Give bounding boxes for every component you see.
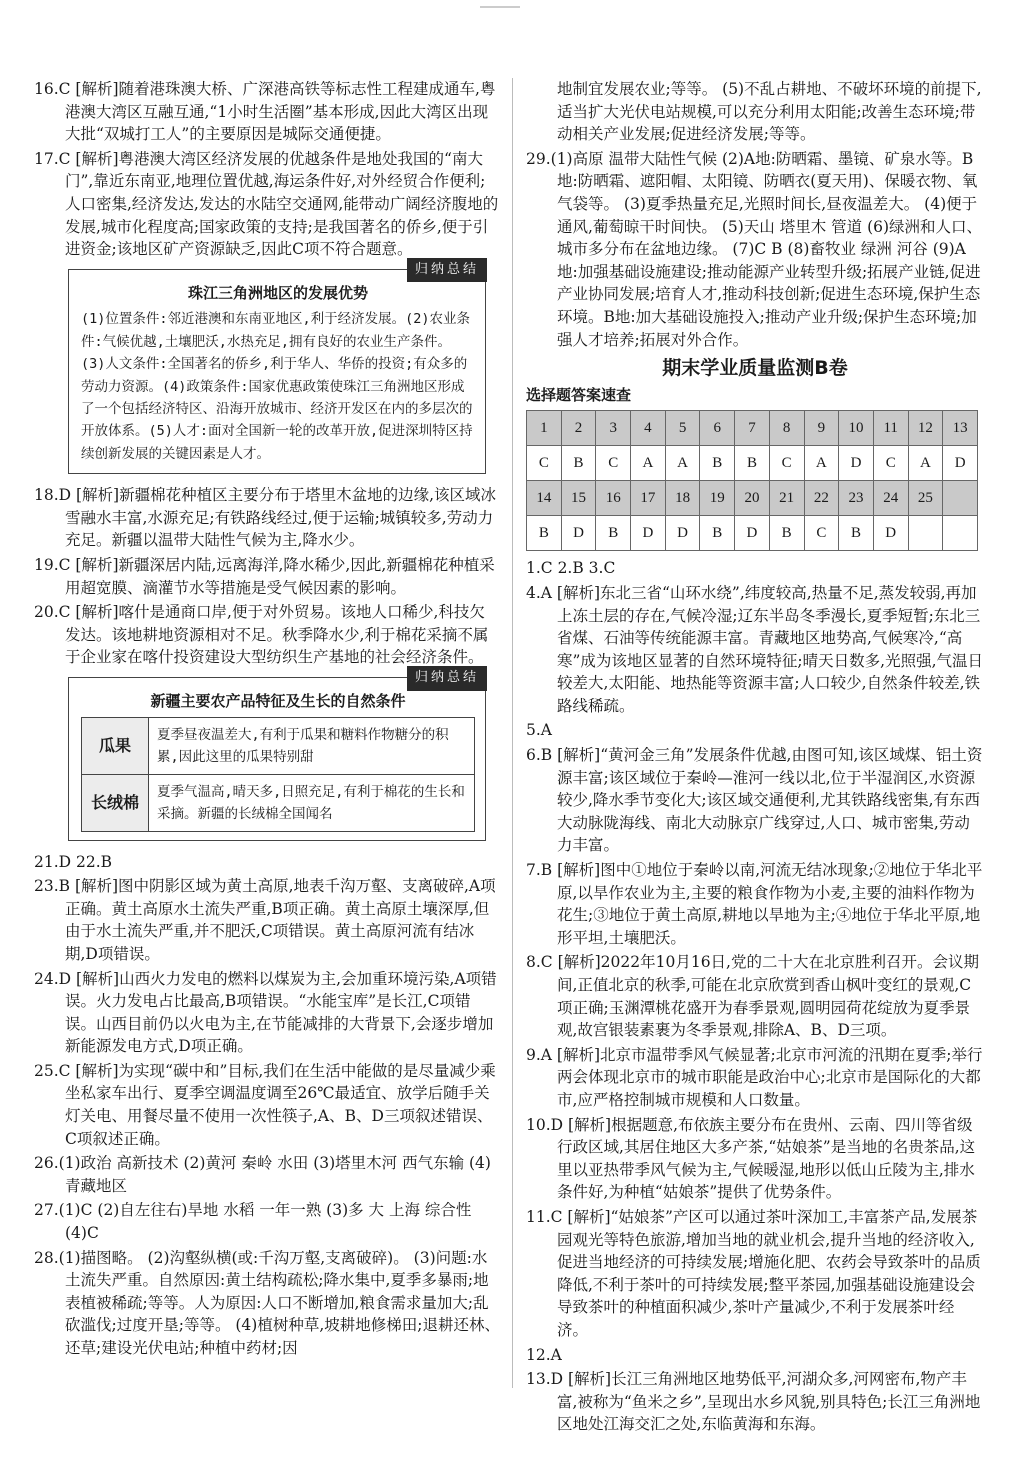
question-number: 11 [873, 411, 908, 446]
answer-29: 29.(1)高原 温带大陆性气候 (2)A地:防晒霜、墨镜、矿泉水等。B地:防晒霜、遮阳帽、太阳镜、防晒衣(夏天用)、保暖衣物、氧气袋等。 (3)夏季热量充足,光照时间长,昼夜温差大。 (4)便于通风,葡萄晾干时间快。 (5)天山 塔里木 管道 (6)绿洲和人口、城市多分布在盆地边缘。 (7)C B (8)畜牧业 绿洲 河谷 (9)A地:加强基础设施建设;推动能源产业转型升级;拓展产业链,促进产业协同发展;培育人才,推动科技创新;促进生态环境,保护生态环境。B地:加大基础设施投入;推动产业升级;保护生态环境;加强人才培养;拓展对外合作。 [526, 149, 983, 349]
question-number: 19 [700, 481, 735, 516]
right-column [526, 78, 984, 1438]
answer-letter: A [804, 446, 839, 481]
answer-24: 24.D [解析]山西火力发电的燃料以煤炭为主,会加重环境污染,A项错误。火力发电占比最高,B项错误。“水能宝库”是长江,C项错误。山西目前仍以火电为主,在节能减排的大背景下,会逐步增加新能源发电方式,D项正确。 [34, 969, 497, 1056]
table-row [527, 481, 978, 516]
answer-letter: B [561, 446, 596, 481]
answer-letter: D [873, 516, 908, 551]
question-number: 10 [839, 411, 874, 446]
answer-letter [943, 516, 978, 551]
question-number: 4 [631, 411, 666, 446]
table-row [82, 717, 475, 774]
answer-19: 19.C [解析]新疆深居内陆,远离海洋,降水稀少,因此,新疆棉花种植采用超宽膜、滴灌节水等措施是受气候因素的影响。 [34, 555, 495, 597]
answer-1-3: 1.C 2.B 3.C [526, 559, 616, 578]
answer-letter: B [527, 516, 562, 551]
question-number: 6 [700, 411, 735, 446]
question-number: 17 [631, 481, 666, 516]
left-column [34, 78, 500, 1362]
question-number: 2 [561, 411, 596, 446]
exam-title: 期末学业质量监测B卷 [662, 357, 848, 380]
answer-28: 28.(1)描图略。 (2)沟壑纵横(或:千沟万壑,支离破碎)。 (3)问题:水土流失严重。自然原因:黄土结构疏松;降水集中,夏季多暴雨;地表植被稀疏;等等。人为原因:人口不断增加,粮食需求量加大;乱砍滥伐;过度开垦;等等。 (4)植树种草,坡耕地修梯田;退耕还林、还草;建设光伏电站;种植中药材;因 [34, 1248, 500, 1357]
answer-17: 17.C [解析]粤港澳大湾区经济发展的优越条件是地处我国的“南大门”,靠近东南亚,地理位置优越,海运条件好,对外经贸合作便利;人口密集,经济发达,发达的水陆空交通网,能带动广阔经济腹地的发展,城市化程度高;国家政策的支持;是我国著名的侨乡,便于引进资金;该地区矿产资源缺乏,因此C项不符合题意。 [34, 149, 499, 259]
summary-body: (1)位置条件:邻近港澳和东南亚地区,利于经济发展。(2)农业条件:气候优越,土壤肥沃,水热充足,拥有良好的农业生产条件。(3)人文条件:全国著名的侨乡,利于华人、华侨的投资;有众多的劳动力资源。(4)政策条件:国家优惠政策使珠江三角洲地区形成了一个包括经济特区、沿海开放城市、经济开发区在内的多层次的开放体系。(5)人才:面对全国新一轮的改革开放,促进深圳特区持续创新发展的关键因素是人才。 [81, 311, 473, 462]
question-number: 1 [527, 411, 562, 446]
answer-letter: B [596, 516, 631, 551]
answer-21-22: 21.D 22.B [34, 852, 113, 871]
product-description: 夏季气温高,晴天多,日照充足,有利于棉花的生长和采摘。新疆的长绒棉全国闻名 [149, 774, 475, 831]
answer-letter: D [735, 516, 770, 551]
question-number: 9 [804, 411, 839, 446]
summary-box-xinjiang-products [68, 669, 486, 841]
answer-6: 6.B [解析]“黄河金三角”发展条件优越,由图可知,该区域煤、铝土资源丰富;该区域位于秦岭—淮河一线以北,位于半湿润区,水资源较少,降水季节变化大;该区域交通便利,尤其铁路线密集,有东西大动脉陇海线、南北大动脉京广线穿过,人口、城市密集,劳动力丰富。 [526, 746, 983, 855]
answer-23: 23.B [解析]图中阴影区域为黄土高原,地表千沟万壑、支离破碎,A项正确。黄土高原水土流失严重,B项正确。黄土高原土壤深厚,但由于水土流失严重,并不肥沃,C项错误。黄土高原河流有结冰期,D项错误。 [34, 877, 496, 963]
product-name: 瓜果 [82, 717, 149, 774]
answer-20: 20.C [解析]喀什是通商口岸,便于对外贸易。该地人口稀少,科技欠发达。该地耕地资源相对不足。秋季降水少,利于棉花采摘不属于企业家在喀什投资建设大型纺织生产基地的社会经济条件。 [34, 603, 489, 667]
products-table [81, 717, 475, 832]
answer-27: 27.(1)C (2)自左往右)旱地 水稻 一年一熟 (3)多 大 上海 综合性 (4)C [34, 1201, 472, 1243]
table-row [527, 516, 978, 551]
answer-letter: A [665, 446, 700, 481]
answer-5: 5.A [526, 721, 552, 740]
table-row [527, 446, 978, 481]
summary-title: 新疆主要农产品特征及生长的自然条件 [150, 691, 406, 710]
answer-letter: D [631, 516, 666, 551]
answer-letter: C [527, 446, 562, 481]
answer-13: 13.D [解析]长江三角洲地区地势低平,河湖众多,河网密布,物产丰富,被称为“鱼米之乡”,呈现出水乡风貌,别具特色;长江三角洲地区地处江海交汇之处,东临黄海和东海。 [526, 1370, 981, 1434]
question-number: 16 [596, 481, 631, 516]
product-description: 夏季昼夜温差大,有利于瓜果和糖料作物糖分的积累,因此这里的瓜果特别甜 [149, 717, 475, 774]
summary-badge: 归纳总结 [407, 258, 487, 283]
question-number: 25 [908, 481, 943, 516]
answer-16: 16.C [解析]随着港珠澳大桥、广深港高铁等标志性工程建成通车,粤港澳大湾区互融互通,“1小时生活圈”基本形成,因此大湾区出现大批“双城打工人”的主要原因是城际交通便捷。 [34, 80, 496, 144]
answer-letter: C [873, 446, 908, 481]
summary-badge: 归纳总结 [407, 666, 487, 691]
answer-18: 18.D [解析]新疆棉花种植区主要分布于塔里木盆地的边缘,该区域冰雪融水丰富,水源充足;有铁路线经过,便于运输;城镇较多,劳动力充足。新疆以温带大陆性气候为主,降水少。 [34, 486, 497, 550]
question-number: 18 [665, 481, 700, 516]
answer-8: 8.C [解析]2022年10月16日,党的二十大在北京胜利召开。会议期间,正值北京的秋季,可能在北京欣赏到香山枫叶变红的景观,C项正确;玉渊潭桃花盛开为春季景观,圆明园荷花绽放为夏季景观,故宫银装素裹为冬季景观,排除A、B、D三项。 [526, 953, 979, 1040]
top-mark [480, 6, 520, 8]
summary-title: 珠江三角洲地区的发展优势 [187, 283, 368, 302]
answer-letter: C [596, 446, 631, 481]
answer-26: 26.(1)政治 高新技术 (2)黄河 秦岭 水田 (3)塔里木河 西气东输 (4)青藏地区 [34, 1154, 491, 1195]
question-number: 7 [735, 411, 770, 446]
question-number: 20 [735, 481, 770, 516]
question-number: 5 [665, 411, 700, 446]
answer-letter [908, 516, 943, 551]
answer-letter: D [839, 446, 874, 481]
question-number: 8 [769, 411, 804, 446]
answer-4: 4.A [解析]东北三省“山环水绕”,纬度较高,热量不足,蒸发较弱,再加上冻土层的存在,气候冷湿;辽东半岛冬季漫长,夏季短暂;东北三省煤、石油等传统能源丰富。青藏地区地势高,气候寒冷,“高寒”成为该地区显著的自然环境特征;晴天日数多,光照强,气温日较差大,太阳能、地热能等资源丰富;人口较少,自然条件较差,铁路线稀疏。 [526, 583, 984, 715]
answer-letter: C [804, 516, 839, 551]
question-number [943, 481, 978, 516]
question-number: 23 [839, 481, 874, 516]
answer-letter: C [769, 446, 804, 481]
question-number: 12 [908, 411, 943, 446]
answer-25: 25.C [解析]为实现“碳中和”目标,我们在生活中能做的是尽量减少乘坐私家车出行、夏季空调温度调至26℃最适宜、放学后随手关灯关电、用餐尽量不使用一次性筷子,A、B、D三项叙述错误、C项叙述正确。 [34, 1061, 496, 1148]
answer-letter: B [700, 446, 735, 481]
answer-11: 11.C [解析]“姑娘茶”产区可以通过茶叶深加工,丰富茶产品,发展茶园观光等特色旅游,增加当地的就业机会,提升当地的经济收入,促进当地经济的可持续发展;增施化肥、农药会导致茶叶的品质降低,不利于茶叶的可持续发展;整平茶园,加强基础设施建设会导致茶叶的种植面积减少,茶叶产量减少,不利于发展茶叶经济。 [526, 1207, 981, 1339]
column-divider [512, 78, 513, 1388]
answer-10: 10.D [解析]根据题意,布依族主要分布在贵州、云南、四川等省级行政区域,其居住地区大多产茶,“姑娘茶”是当地的名贵茶品,这里以亚热带季风气候为主,气候暖湿,地形以低山丘陵为主,排水条件好,为种植“姑娘茶”提供了优势条件。 [526, 1115, 976, 1202]
answer-key-table [526, 410, 978, 551]
question-number: 21 [769, 481, 804, 516]
answer-letter: D [665, 516, 700, 551]
answer-12: 12.A [526, 1345, 562, 1364]
question-number: 14 [527, 481, 562, 516]
answer-letter: B [700, 516, 735, 551]
answer-letter: D [943, 446, 978, 481]
question-number: 13 [943, 411, 978, 446]
answer-letter: B [839, 516, 874, 551]
answer-letter: A [631, 446, 666, 481]
answer-7: 7.B [解析]图中①地位于秦岭以南,河流无结冰现象;②地位于华北平原,以旱作农业为主,主要的粮食作物为小麦,主要的油料作物为花生;③地位于黄土高原,耕地以旱地为主;④地位于华北平原,地形平坦,土壤肥沃。 [526, 861, 983, 947]
question-number: 15 [561, 481, 596, 516]
answer-28-continued: 地制宜发展农业;等等。 (5)不乱占耕地、不破坏环境的前提下,适当扩大光伏电站规模,可以充分利用太阳能;改善生态环境;带动相关产业发展;促进经济发展;等等。 [557, 80, 982, 144]
question-number: 3 [596, 411, 631, 446]
question-number: 24 [873, 481, 908, 516]
answer-letter: B [769, 516, 804, 551]
product-name: 长绒棉 [82, 774, 149, 831]
table-row [82, 774, 475, 831]
answer-letter: D [561, 516, 596, 551]
answer-letter: A [908, 446, 943, 481]
answer-letter: B [735, 446, 770, 481]
answer-9: 9.A [解析]北京市温带季风气候显著;北京市河流的汛期在夏季;举行两会体现北京市的城市职能是政治中心;北京市是国际化的大都市,应严格控制城市规模和人口数量。 [526, 1045, 983, 1109]
question-number: 22 [804, 481, 839, 516]
table-row [527, 411, 978, 446]
summary-box-pearl-river-delta [68, 261, 486, 474]
quick-answer-title: 选择题答案速查 [526, 385, 632, 404]
